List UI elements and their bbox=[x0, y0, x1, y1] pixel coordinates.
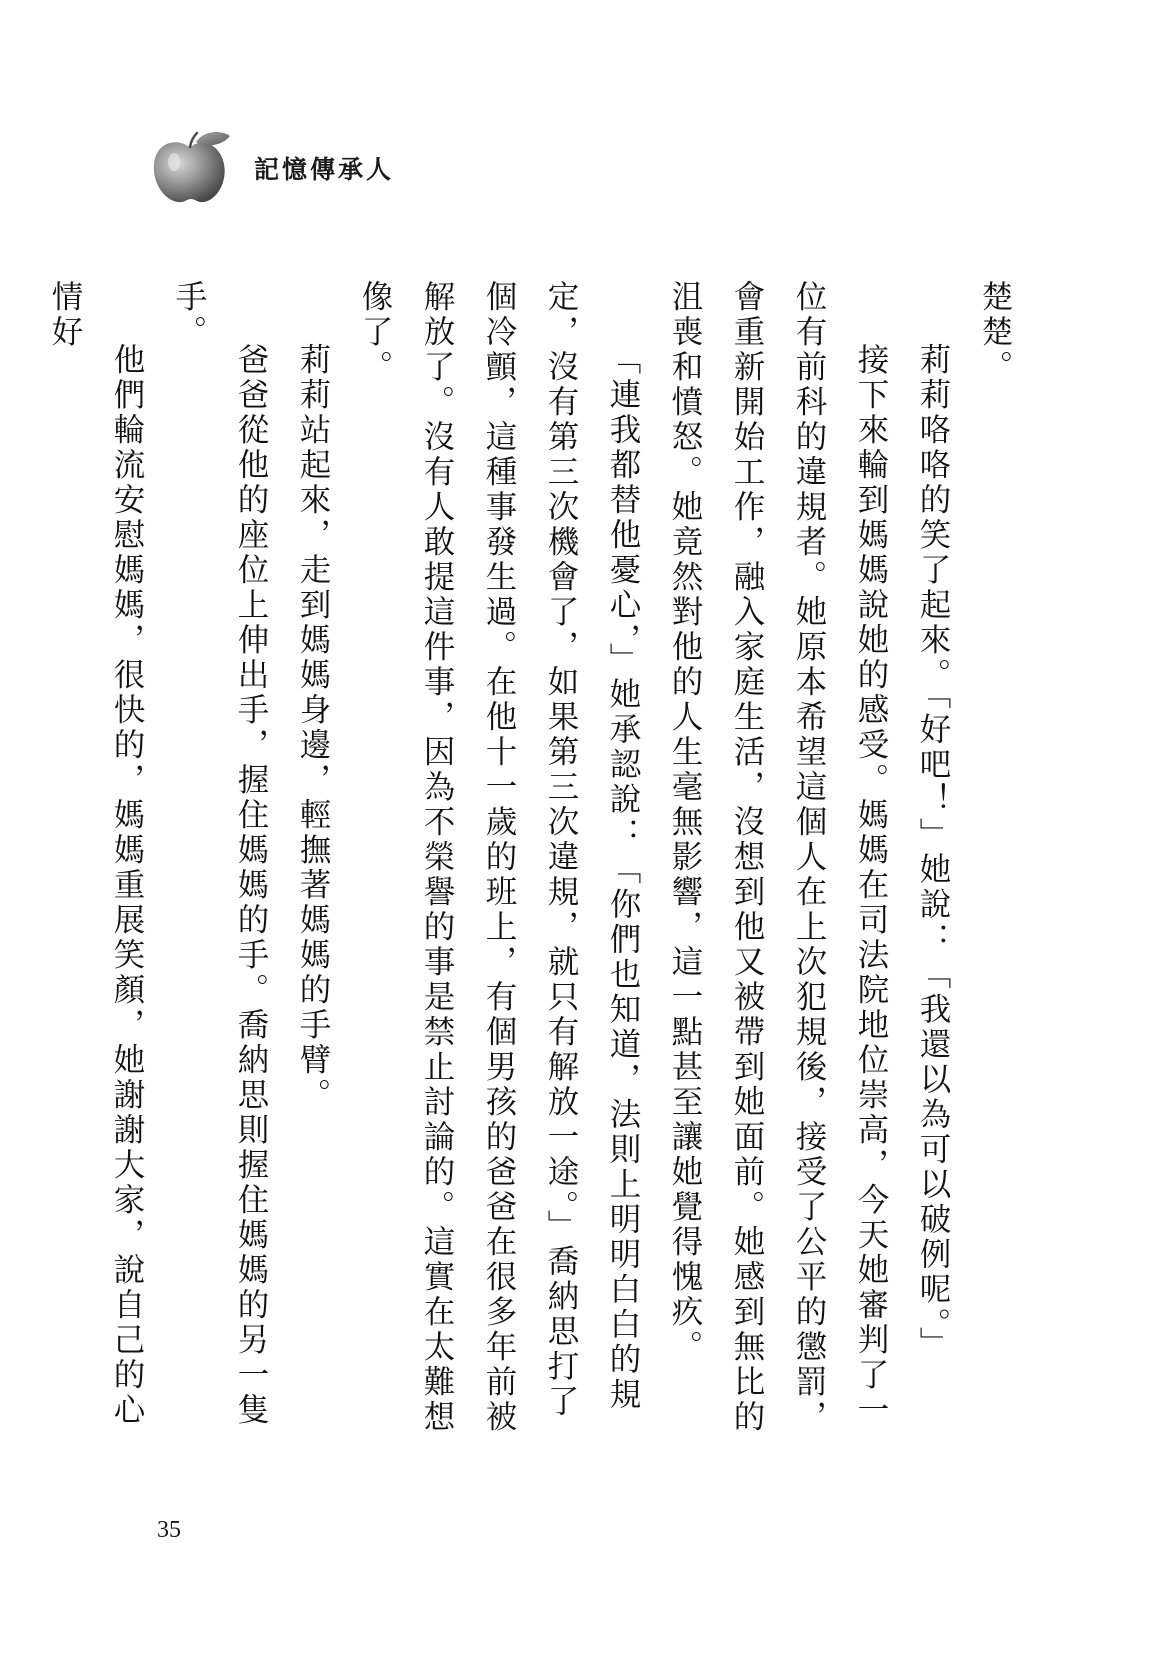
paragraph: 楚楚。 bbox=[977, 280, 1013, 385]
vertical-body-text bbox=[34, 280, 1026, 1450]
paragraph: 爸爸從他的座位上伸出手，握住媽媽的手。喬納思則握住媽媽的另一隻手。 bbox=[171, 280, 269, 1428]
book-title: 記憶傳承人 bbox=[254, 155, 395, 184]
paragraph: 他們輪流安慰媽媽，很快的，媽媽重展笑顏，她謝謝大家，說自己的心情好 bbox=[47, 280, 145, 1428]
apple-icon bbox=[150, 128, 232, 206]
paragraph: 莉莉咯咯的笑了起來。「好吧！」她說：「我還以為可以破例呢。」 bbox=[915, 343, 951, 1362]
paragraph: 莉莉站起來，走到媽媽身邊，輕撫著媽媽的手臂。 bbox=[295, 343, 331, 1113]
page-number: 35 bbox=[157, 1517, 181, 1543]
paragraph: 接下來輪到媽媽說她的感受。媽媽在司法院地位崇高，今天她審判了一位有前科的違規者。她原本希望這個人在上次犯規後，接受了公平的懲罰，會重新開始工作，融入家庭生活，沒想到他又被帶到她面前。她感到無比的沮喪和憤怒。她竟然對他的人生毫無影響，這一點甚至讓她覺得愧疚。 bbox=[667, 280, 889, 1435]
paragraph: 「連我都替他憂心，」她承認說：「你們也知道，法則上明明白白的規定，沒有第三次機會了，如果第三次違規，就只有解放一途。」喬納思打了個冷顫，這種事發生過。在他十一歲的班上，有個男孩的爸爸在很多年前被解放了。沒有人敢提這件事，因為不榮譽的事是禁止討論的。這實在太難想像了。 bbox=[357, 280, 641, 1435]
